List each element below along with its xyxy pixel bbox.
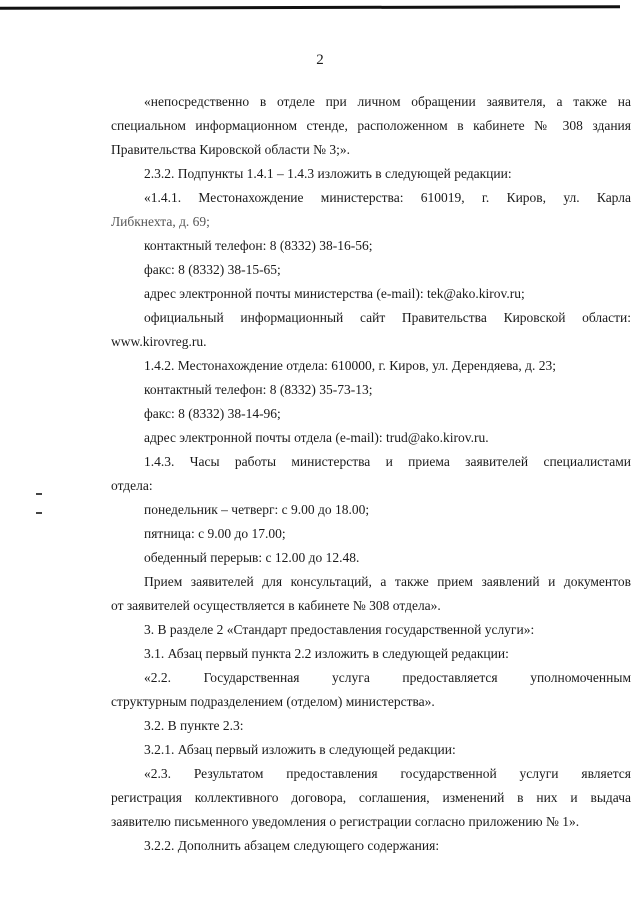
document-line: факс: 8 (8332) 38-15-65; [144,262,281,277]
document-line: 3.2. В пункте 2.3: [144,718,244,733]
document-line: структурным подразделением (отделом) министерства». [111,694,435,709]
document-line: www.kirovreg.ru. [111,334,207,349]
margin-mark [36,512,42,514]
document-line: официальный информационный сайт Правительства Кировской области: [144,310,631,325]
document-line: специальном информационном стенде, расположенном в кабинете № 308 здания [111,118,631,133]
document-line: 1.4.2. Местонахождение отдела: 610000, г. Киров, ул. Дерендяева, д. 23; [144,358,556,373]
document-line: 1.4.3. Часы работы министерства и приема заявителей специалистами [144,454,631,469]
document-line: Либкнехта, д. 69; [111,214,210,229]
document-line: «2.3. Результатом предоставления государственной услуги является [144,766,631,781]
document-line: факс: 8 (8332) 38-14-96; [144,406,281,421]
document-line: «2.2. Государственная услуга предоставляется уполномоченным [144,670,631,685]
document-line: 3.1. Абзац первый пункта 2.2 изложить в следующей редакции: [144,646,509,661]
margin-mark [36,493,42,495]
document-line: регистрация коллективного договора, соглашения, изменений в них и выдача [111,790,631,805]
document-line: адрес электронной почты отдела (e-mail): trud@ako.kirov.ru. [144,430,489,445]
document-line: заявителю письменного уведомления о регистрации согласно приложению № 1». [111,814,580,829]
document-line: Правительства Кировской области № 3;». [111,142,350,157]
document-body [111,90,631,858]
top-border-line [0,5,620,10]
document-line: пятница: с 9.00 до 17.00; [144,526,286,541]
document-line: отдела: [111,478,153,493]
document-line: 3. В разделе 2 «Стандарт предоставления государственной услуги»: [144,622,535,637]
document-line: контактный телефон: 8 (8332) 35-73-13; [144,382,373,397]
document-line: 3.2.2. Дополнить абзацем следующего содержания: [144,838,440,853]
document-line: «1.4.1. Местонахождение министерства: 610019, г. Киров, ул. Карла [144,190,631,205]
document-line: 2.3.2. Подпункты 1.4.1 – 1.4.3 изложить в следующей редакции: [144,166,512,181]
document-line: контактный телефон: 8 (8332) 38-16-56; [144,238,373,253]
document-line: адрес электронной почты министерства (e-mail): tek@ako.kirov.ru; [144,286,525,301]
document-line: 3.2.1. Абзац первый изложить в следующей редакции: [144,742,456,757]
document-line: «непосредственно в отделе при личном обращении заявителя, а также на [144,94,631,109]
document-line: от заявителей осуществляется в кабинете № 308 отдела». [111,598,441,613]
page-number: 2 [316,52,324,68]
document-line: Прием заявителей для консультаций, а также прием заявлений и документов [144,574,631,589]
document-line: понедельник – четверг: с 9.00 до 18.00; [144,502,370,517]
document-line: обеденный перерыв: с 12.00 до 12.48. [144,550,360,565]
